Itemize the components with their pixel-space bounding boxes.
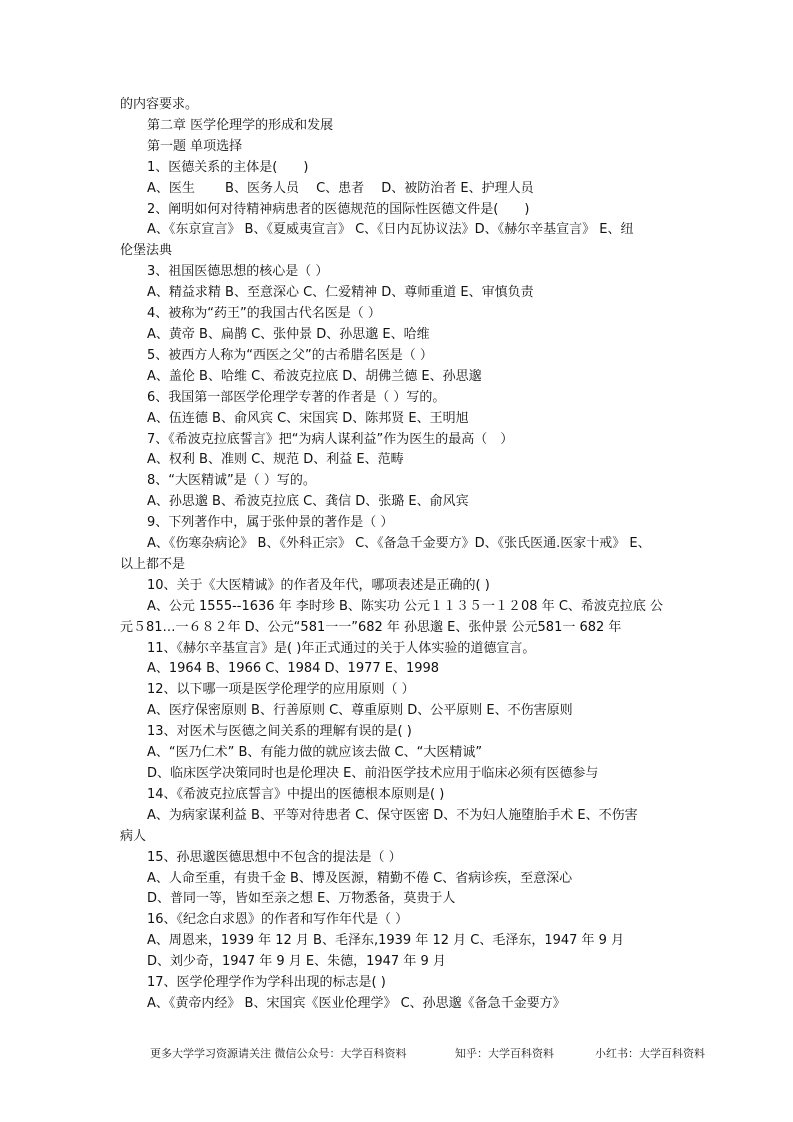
text-line: A、《黄帝内经》 B、宋国宾《医业伦理学》 C、孙思邈《备急千金要方》: [147, 995, 566, 1011]
page-footer: [150, 1045, 710, 1061]
text-line: A、《伤寒杂病论》 B、《外科正宗》 C、《备急千金要方》D、《张氏医通.医家十戒》 E、: [147, 536, 651, 552]
text-line: 8、“大医精诚”是（ ）写的。: [147, 473, 316, 489]
text-line: D、临床医学决策同时也是伦理决 E、前沿医学技术应用于临床必须有医德参与: [147, 766, 599, 781]
text-line: 14、《希波克拉底誓言》中提出的医德根本原则是( ): [147, 786, 445, 802]
text-line: 5、被西方人称为“西医之父”的古希腊名医是（ ）: [147, 347, 433, 363]
text-line: 4、被称为“药王”的我国古代名医是（ ）: [147, 306, 381, 322]
text-line: 10、关于《大医精诚》的作者及年代，哪项表述是正确的( ): [147, 577, 490, 593]
text-line: A、人命至重，有贵千金 B、博及医源，精勤不倦 C、省病诊疾，至意深心: [147, 870, 573, 886]
footer-xiaohongshu-text: 小红书：大学百科资料: [595, 1047, 705, 1060]
text-line: 15、孙思邈医德思想中不包含的提法是（ ）: [147, 849, 402, 865]
footer-zhihu-text: 知乎：大学百科资料: [455, 1047, 554, 1060]
text-line: A、周恩来，1939 年 12 月 B、毛泽东,1939 年 12 月 C、毛泽东，1947 年 9 月: [147, 933, 625, 949]
text-line: A、《东京宣言》 B、《夏威夷宣言》 C、《日内瓦协议法》D、《赫尔辛基宣言》 E、纽: [147, 222, 634, 238]
text-line: 9、下列著作中，属于张仲景的著作是（ ）: [147, 515, 394, 531]
text-line: 13、对医术与医德之间关系的理解有误的是( ): [147, 724, 412, 740]
text-line: A、精益求精 B、至意深心 C、仁爱精神 D、尊师重道 E、审慎负责: [147, 285, 534, 301]
text-line: 病人: [120, 828, 147, 844]
text-line: A、盖伦 B、哈维 C、希波克拉底 D、胡佛兰德 E、孙思邈: [147, 368, 482, 384]
text-line: 的内容要求。: [120, 97, 199, 112]
text-line: A、公元 1555--1636 年 李时珍 B、陈实功 公元１１３５一１２08 年 C、希波克拉底 公: [147, 598, 664, 614]
text-line: 1、医德关系的主体是( ): [147, 159, 309, 175]
text-line: 第一题 单项选择: [147, 138, 243, 154]
text-line: 12、以下哪一项是医学伦理学的应用原则（ ）: [147, 682, 415, 698]
text-line: A、“医乃仁术” B、有能力做的就应该去做 C、“大医精诚”: [147, 745, 483, 761]
text-line: 以上都不是: [120, 556, 186, 572]
text-line: 3、祖国医德思想的核心是（ ）: [147, 264, 329, 280]
text-line: 7、《希波克拉底誓言》把“为病人谋利益”作为医生的最高（ ）: [147, 431, 514, 447]
document-body: [120, 95, 676, 1015]
text-line: 元５81…一６８２年 D、公元“581一一”682 年 孙思邈 E、张仲景 公元581一 682 年: [120, 619, 622, 635]
text-line: 17、医学伦理学作为学科出现的标志是( ): [147, 975, 386, 991]
footer-wechat-text: 更多大学学习资源请关注 微信公众号：大学百科资料: [150, 1047, 407, 1060]
text-line: A、黄帝 B、扁鹊 C、张仲景 D、孙思邈 E、哈维: [147, 326, 430, 342]
text-line: 伦堡法典: [120, 243, 173, 259]
text-line: 16、《纪念白求恩》的作者和写作年代是（ ）: [147, 912, 409, 928]
text-line: D、刘少奇，1947 年 9 月 E、朱德，1947 年 9 月: [147, 954, 446, 970]
text-line: D、普同一等，皆如至亲之想 E、万物悉备，莫贵于人: [147, 891, 456, 907]
text-line: 6、我国第一部医学伦理学专著的作者是（ ）写的。: [147, 389, 446, 405]
text-line: A、医疗保密原则 B、行善原则 C、尊重原则 D、公平原则 E、不伤害原则: [147, 703, 573, 719]
text-line: A、伍连德 B、俞风宾 C、宋国宾 D、陈邦贤 E、王明旭: [147, 410, 469, 426]
text-line: A、孙思邈 B、希波克拉底 C、龚信 D、张璐 E、俞风宾: [147, 494, 469, 510]
text-line: 11、《赫尔辛基宣言》是( )年正式通过的关于人体实验的道德宣言。: [147, 640, 536, 656]
text-line: A、为病家谋利益 B、平等对待患者 C、保守医密 D、不为妇人施堕胎手术 E、不伤害: [147, 807, 638, 823]
text-line: A、医生 B、医务人员 C、患者 D、被防治者 E、护理人员: [147, 180, 534, 196]
text-line: 第二章 医学伦理学的形成和发展: [147, 117, 334, 133]
text-line: 2、阐明如何对待精神病患者的医德规范的国际性医德文件是( ): [147, 201, 530, 217]
text-line: A、权利 B、准则 C、规范 D、利益 E、范畴: [147, 452, 404, 468]
text-line: A、1964 B、1966 C、1984 D、1977 E、1998: [147, 661, 440, 677]
